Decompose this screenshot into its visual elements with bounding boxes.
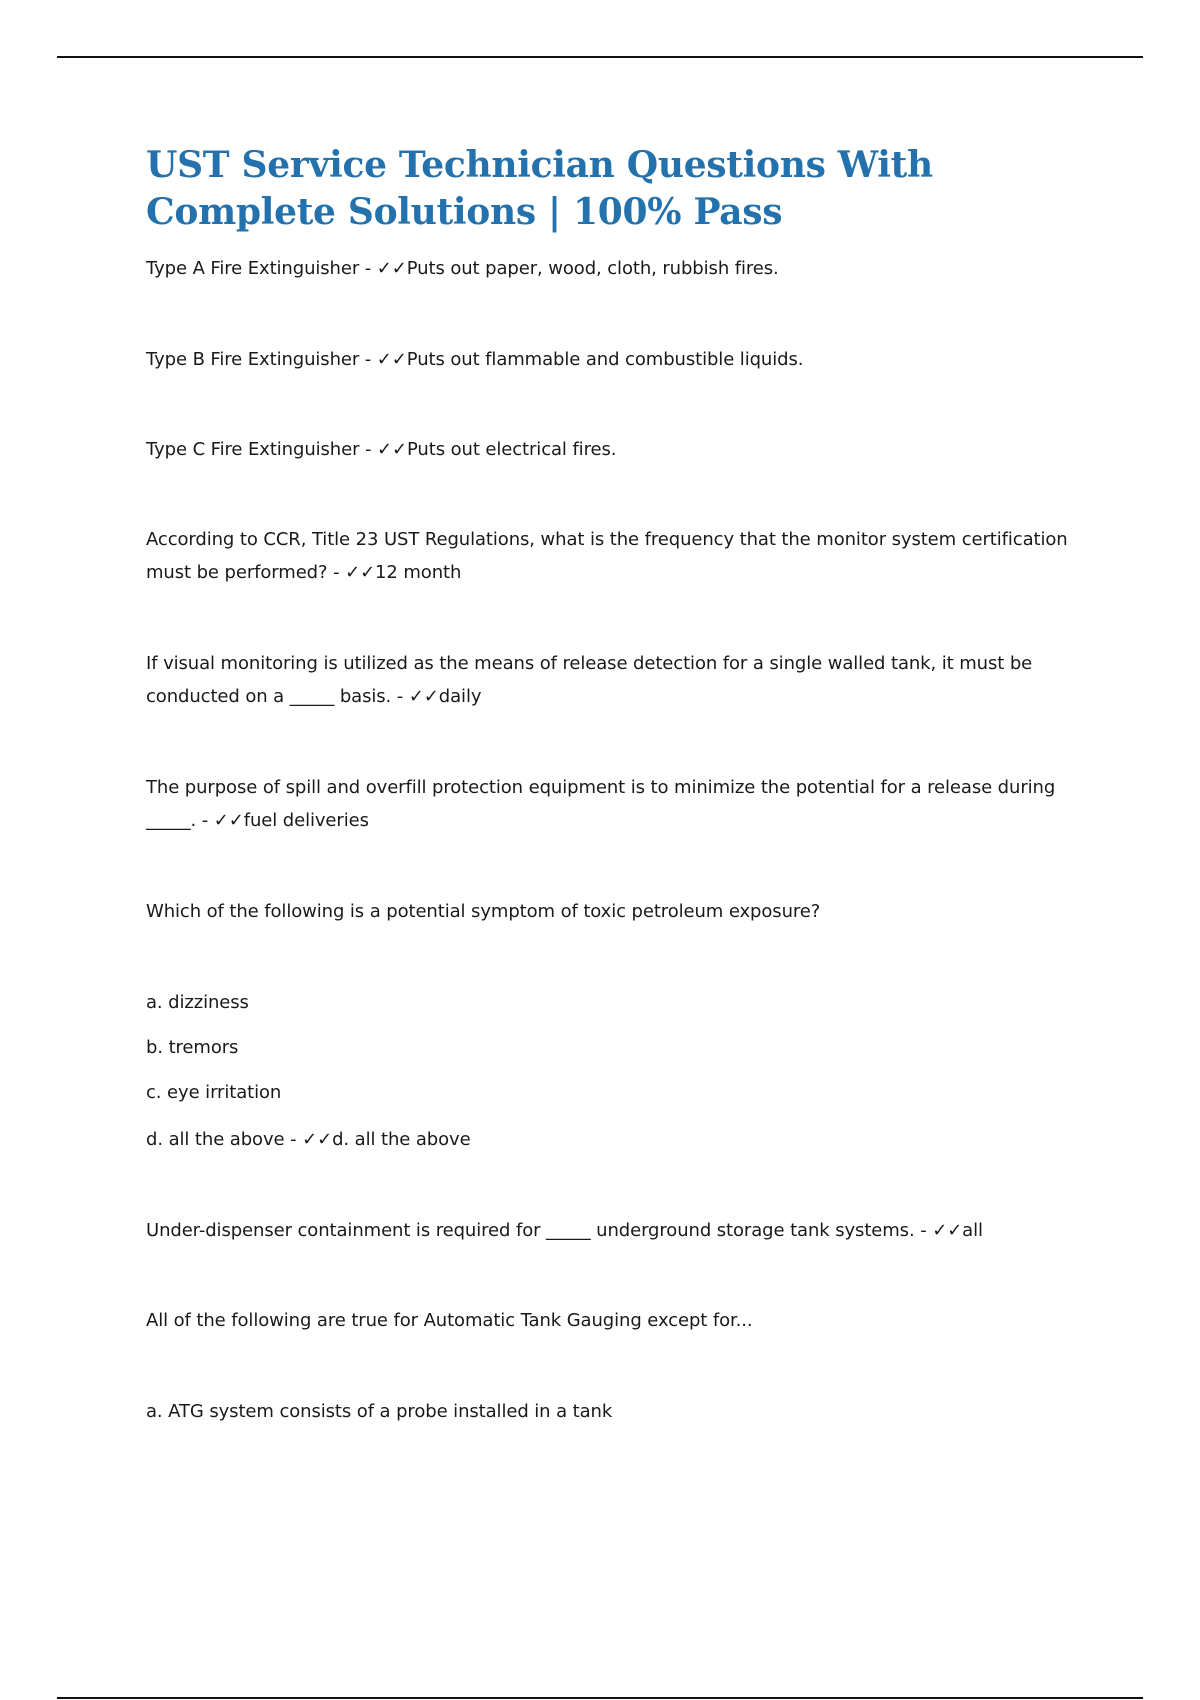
answer-option: a. dizziness — [146, 992, 249, 1013]
document-title: UST Service Technician Questions With Complete Solutions | 100% Pass — [146, 144, 933, 233]
bottom-rule — [57, 1697, 1143, 1699]
qa-item: According to CCR, Title 23 UST Regulations, what is the frequency that the monitor system certification must be performed? - ✓✓12 month — [146, 529, 1068, 583]
qa-item: The purpose of spill and overfill protection equipment is to minimize the potential for a release during _____. - ✓✓fuel deliveries — [146, 777, 1056, 831]
answer-option: c. eye irritation — [146, 1082, 282, 1103]
qa-item: Type C Fire Extinguisher - ✓✓Puts out electrical fires. — [146, 439, 617, 460]
qa-list — [146, 252, 1086, 1428]
document-body — [146, 142, 1086, 1428]
answer-option: d. all the above - ✓✓d. all the above — [146, 1129, 471, 1150]
top-rule — [57, 56, 1143, 58]
answer-option: a. ATG system consists of a probe installed in a tank — [146, 1401, 613, 1422]
qa-item: Under-dispenser containment is required for _____ underground storage tank systems. - ✓✓all — [146, 1220, 983, 1241]
qa-item: Type A Fire Extinguisher - ✓✓Puts out paper, wood, cloth, rubbish fires. — [146, 258, 779, 279]
qa-item: Which of the following is a potential symptom of toxic petroleum exposure? — [146, 901, 821, 922]
qa-item: Type B Fire Extinguisher - ✓✓Puts out flammable and combustible liquids. — [146, 349, 804, 370]
answer-option: b. tremors — [146, 1037, 239, 1058]
qa-item: If visual monitoring is utilized as the means of release detection for a single walled tank, it must be conducted on a _____ basis. - ✓✓daily — [146, 653, 1033, 707]
qa-item: All of the following are true for Automatic Tank Gauging except for... — [146, 1310, 753, 1331]
